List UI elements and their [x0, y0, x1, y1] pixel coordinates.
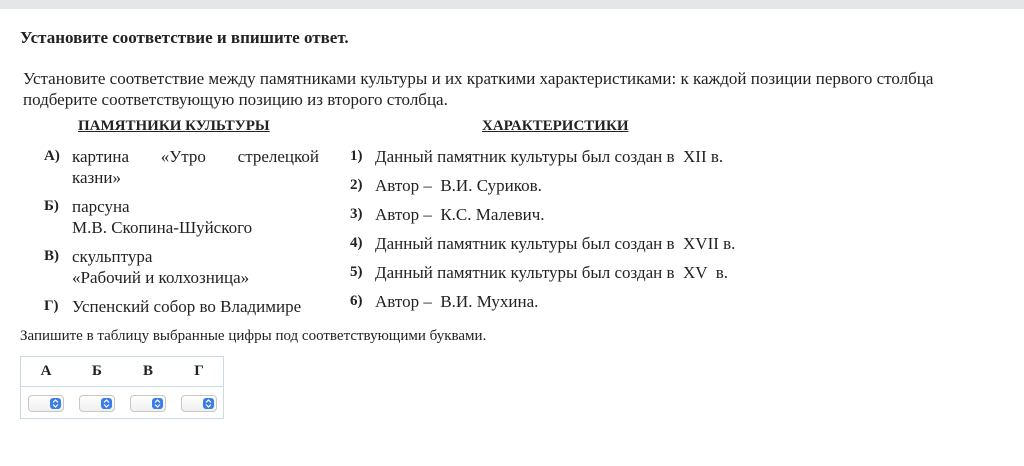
select-arrows-icon [203, 398, 214, 409]
right-item-marker: 3) [350, 206, 363, 222]
select-arrows-icon [152, 398, 163, 409]
left-item-text: скульптура [72, 247, 153, 266]
select-arrows-icon [101, 398, 112, 409]
answer-header-g: Г [194, 363, 204, 379]
left-column-header: ПАМЯТНИКИ КУЛЬТУРЫ [78, 118, 270, 134]
answer-select-g[interactable] [181, 395, 217, 412]
left-item-marker: Б) [44, 198, 59, 214]
answer-header-a: А [40, 363, 52, 379]
right-item-text: Автор – В.И. Мухина. [375, 292, 539, 311]
right-item-marker: 6) [350, 293, 363, 309]
answer-header-b: Б [92, 363, 102, 379]
left-item-text: парсуна [72, 197, 130, 216]
left-item-text: картина «Утро стрелецкой [72, 147, 319, 166]
right-item-text: Данный памятник культуры был создан в XII в. [375, 147, 724, 166]
right-item-marker: 2) [350, 177, 363, 193]
right-item-marker: 4) [350, 235, 363, 251]
left-item-marker: В) [44, 248, 59, 264]
left-item-text-cont: «Рабочий и колхозница» [72, 268, 250, 287]
answer-select-v[interactable] [130, 395, 166, 412]
right-item-text: Автор – К.С. Малевич. [375, 205, 545, 224]
task-heading: Установите соответствие и впишите ответ. [20, 28, 349, 47]
answer-header-v: В [142, 363, 153, 379]
left-item-marker: Г) [44, 298, 59, 314]
select-arrows-icon [50, 398, 61, 409]
left-item-text: Успенский собор во Владимире [72, 297, 302, 316]
right-column-header: ХАРАКТЕРИСТИКИ [482, 118, 629, 134]
right-item-marker: 5) [350, 264, 363, 280]
right-item-text: Автор – В.И. Суриков. [375, 176, 542, 195]
top-bar [0, 0, 1024, 9]
answer-instruction: Запишите в таблицу выбранные цифры под соответствующими буквами. [20, 328, 487, 344]
left-item-text-cont: казни» [72, 168, 121, 187]
left-item-marker: А) [44, 148, 60, 164]
answer-table [20, 356, 224, 419]
answer-select-a[interactable] [28, 395, 64, 412]
left-item-text-cont: М.В. Скопина-Шуйского [72, 218, 253, 237]
right-item-text: Данный памятник культуры был создан в XVII в. [375, 234, 736, 253]
answer-table-divider [21, 386, 223, 387]
answer-select-b[interactable] [79, 395, 115, 412]
right-item-text: Данный памятник культуры был создан в XV в. [375, 263, 729, 282]
task-intro: Установите соответствие между памятниками культуры и их краткими характеристиками: к каждой позиции первого столбца подберите соответствующую позицию из второго столбца. [23, 69, 934, 109]
right-item-marker: 1) [350, 148, 363, 164]
